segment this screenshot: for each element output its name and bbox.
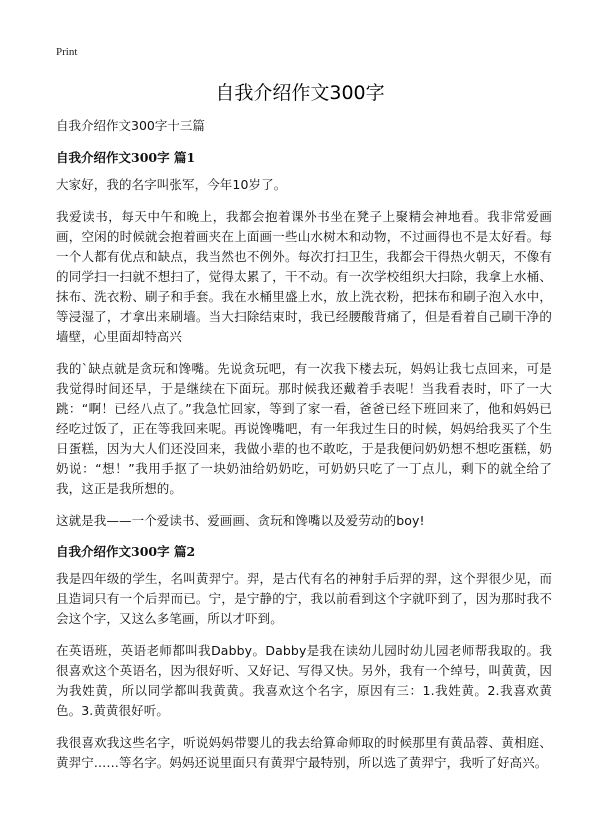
paragraph: 这就是我——一个爱读书、爱画画、贪玩和馋嘴以及爱劳动的boy!	[56, 513, 425, 528]
paragraph: 我很喜欢我这些名字，听说妈妈带婴儿的我去给算命师取的时候那里有黄品蓉、黄相庭、黄羿宁……等名字。妈妈还说里面只有黄羿宁最特别，所以选了黄羿宁，我听了好高兴。	[56, 735, 552, 770]
paragraph: 在英语班，英语老师都叫我Dabby。Dabby是我在读幼儿园时幼儿园老师帮我取的。我很喜欢这个英语名，因为很好听、又好记、写得又快。另外，我有一个绰号，叫黄黄，因为我姓黄，所以同学都叫我黄黄。我喜欢这个名字，原因有三：1.我姓黄。2.我喜欢黄色。3.黄黄很好听。	[56, 643, 552, 718]
paragraph: 我爱读书，每天中午和晚上，我都会抱着课外书坐在凳子上聚精会神地看。我非常爱画画，空闲的时候就会抱着画夹在上面画一些山水树木和动物，不过画得也不是太好看。每一个人都有优点和缺点，我当然也不例外。每次打扫卫生，我都会干得热火朝天，不像有的同学扫一扫就不想扫了，觉得太累了，干不动。有一次学校组织大扫除，我拿上水桶、抹布、洗衣粉、刷子和手套。我在水桶里盛上水，放上洗衣粉，把抹布和刷子泡入水中，等浸湿了，才拿出来刷墙。当大扫除结束时，我已经腰酸背痛了，但是看着自己刷干净的墙壁，心里面却特高兴	[56, 209, 552, 344]
article-body	[56, 117, 552, 785]
article-subtitle: 自我介绍作文300字十三篇	[56, 118, 205, 133]
paragraph: 我是四年级的学生，名叫黄羿宁。羿，是古代有名的神射手后羿的羿，这个羿很少见，而且造词只有一个后羿而已。宁，是宁静的宁，我以前看到这个字就吓到了，因为那时我不会这个字，又这么多笔画，所以才吓到。	[56, 571, 552, 626]
page-title: 自我介绍作文300字	[215, 82, 385, 104]
paragraph: 我的`缺点就是贪玩和馋嘴。先说贪玩吧，有一次我下楼去玩，妈妈让我七点回来，可是我觉得时间还早，于是继续在下面玩。那时候我还戴着手表呢！当我看表时，吓了一大跳：“啊！已经八点了。”我急忙回家，等到了家一看，爸爸已经下班回来了，他和妈妈已经吃过饭了，正在等我回来呢。再说馋嘴吧，有一年我过生日的时候，妈妈给我买了个生日蛋糕，因为大人们还没回来，我做小辈的也不敢吃，于是我便问奶奶想不想吃蛋糕，奶奶说：“想！”我用手抠了一块奶油给奶奶吃，可奶奶只吃了一丁点儿，剩下的就全给了我，这正是我所想的。	[56, 361, 552, 496]
print-label: Print	[56, 46, 78, 58]
section-heading: 自我介绍作文300字 篇2	[56, 544, 196, 559]
section-heading: 自我介绍作文300字 篇1	[56, 150, 196, 165]
section-1	[56, 149, 552, 531]
paragraph: 大家好，我的名字叫张军，今年10岁了。	[56, 177, 287, 192]
section-2	[56, 543, 552, 773]
